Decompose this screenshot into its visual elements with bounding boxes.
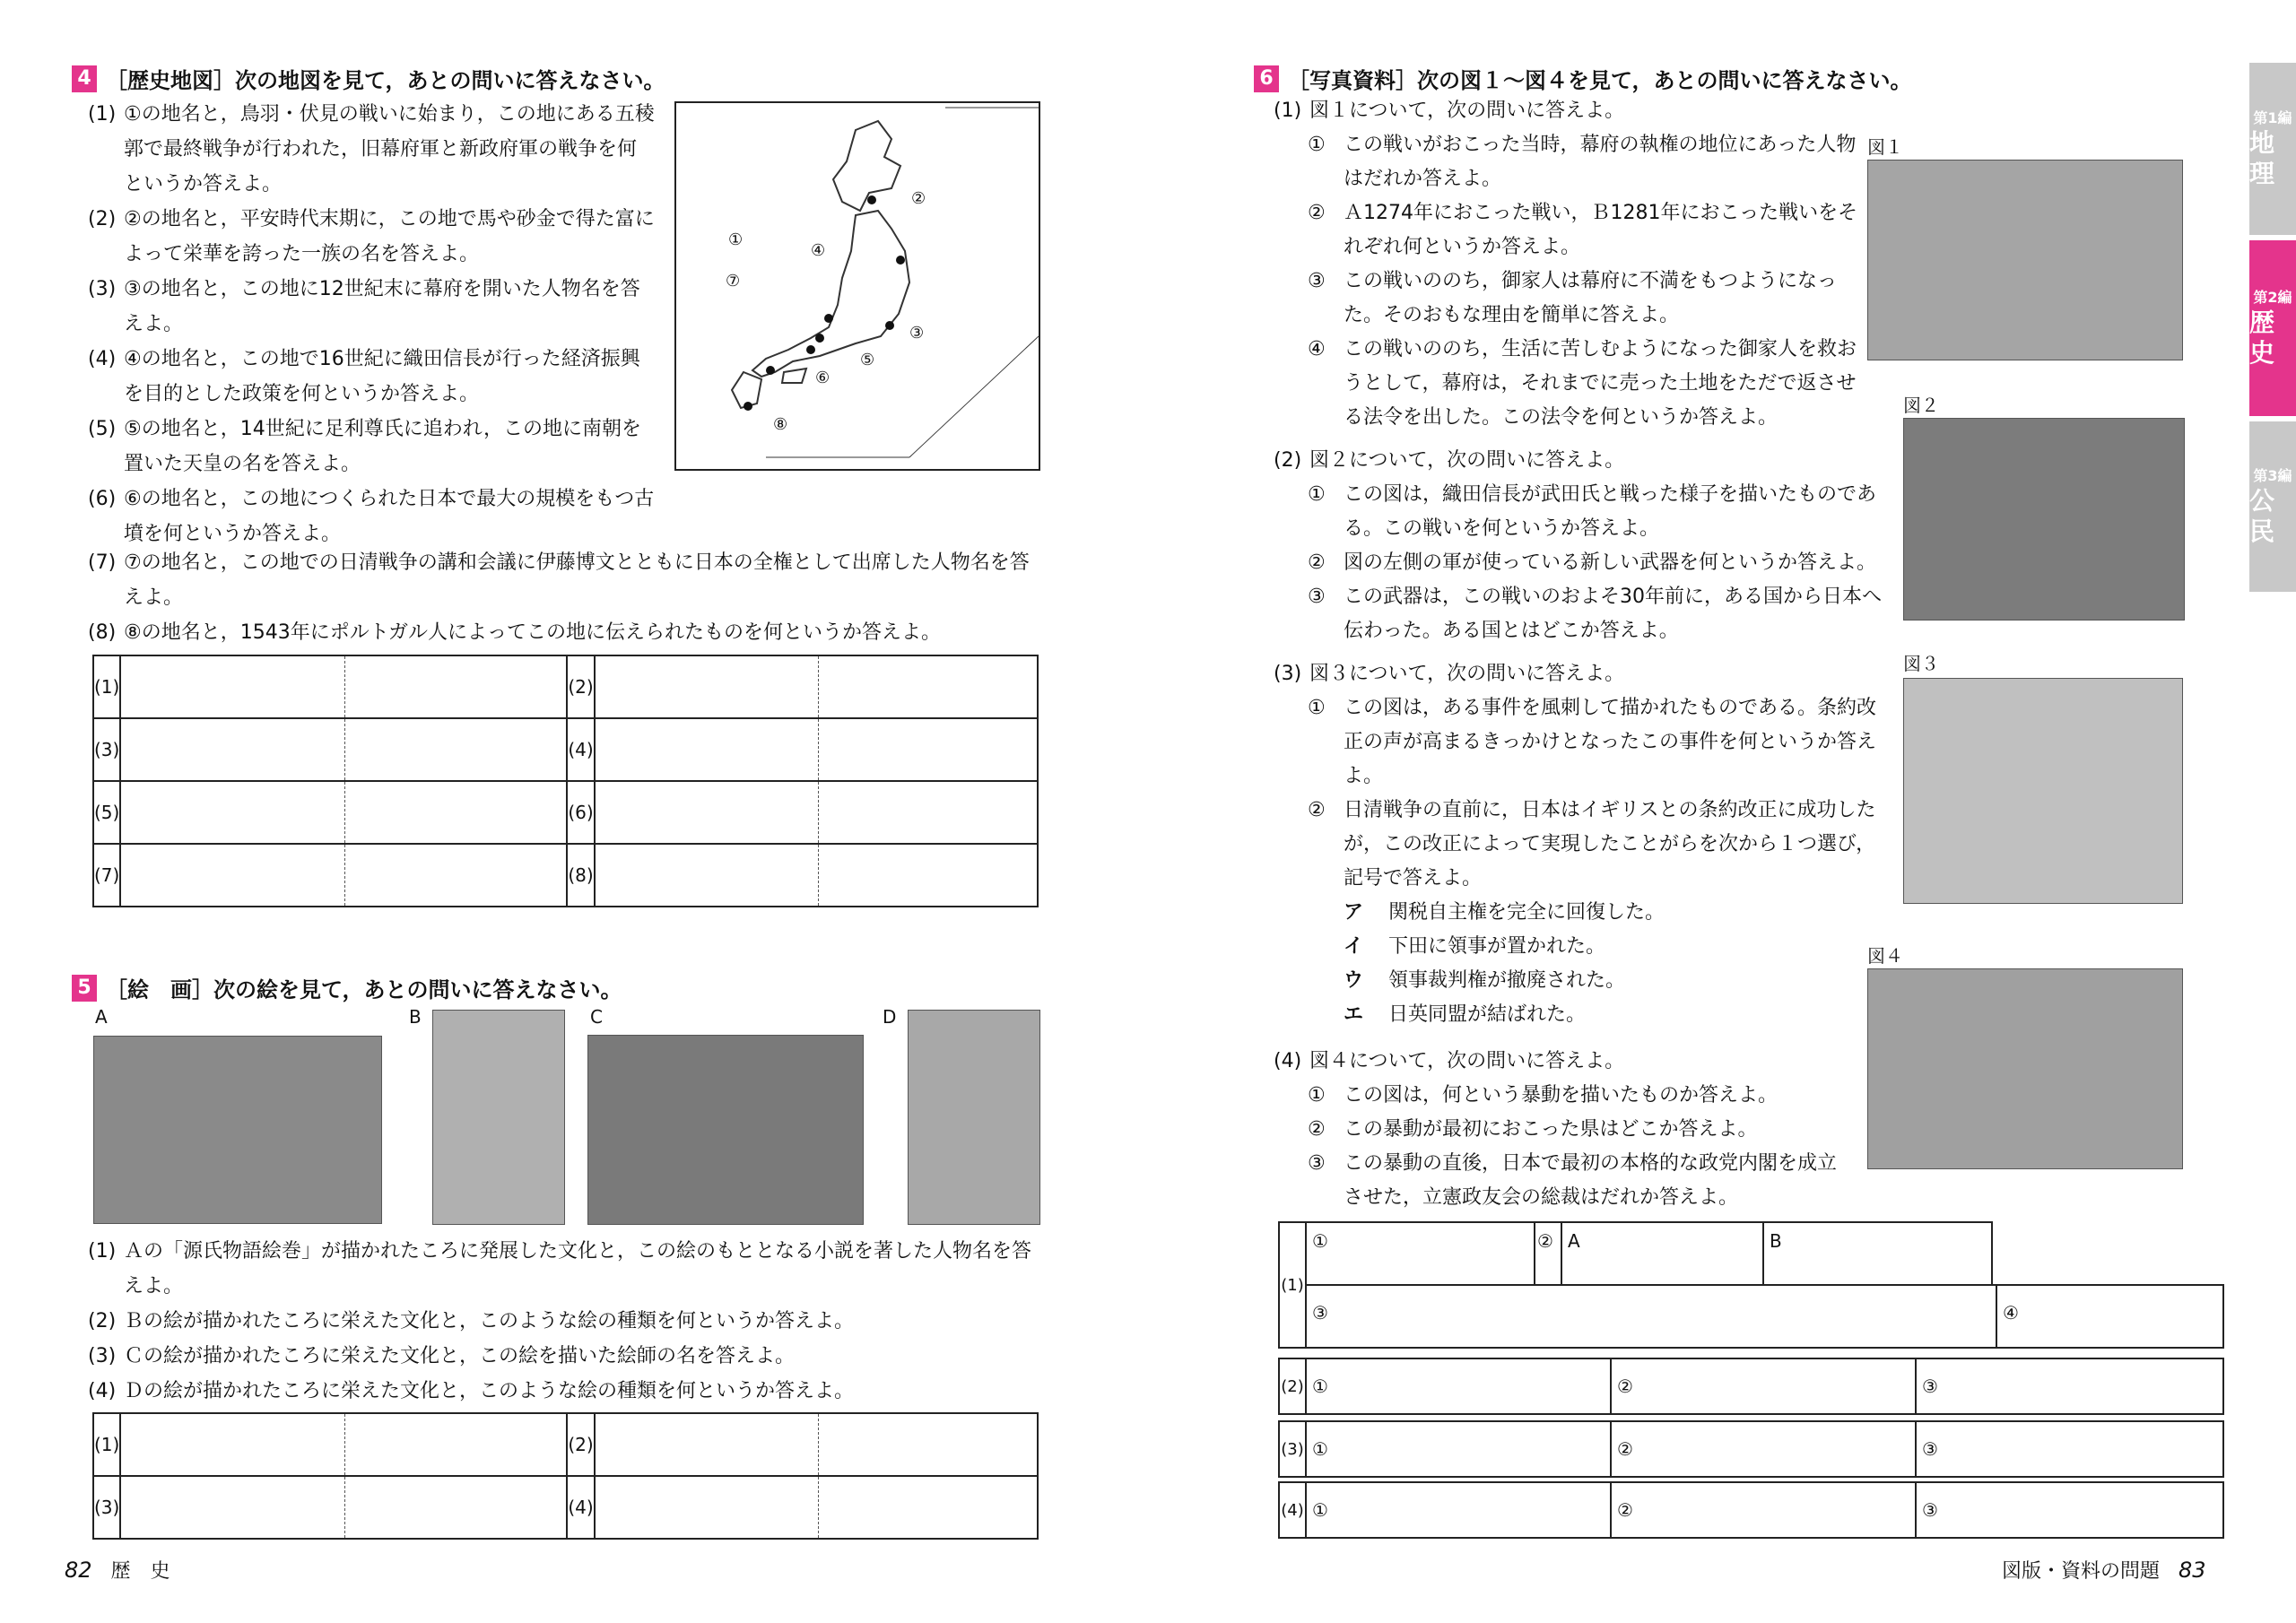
section-6-title: ［写真資料］次の図１～図４を見て，あとの問いに答えなさい。 [1288,68,1912,93]
section-4-title: ［歴史地図］次の地図を見て，あとの問いに答えなさい。 [106,68,665,93]
q6-2: (2) 図２について，次の問いに答えよ。 [1274,449,1625,472]
answer-cell[interactable]: ① [1305,1481,1612,1539]
map-label-1: ① [728,230,744,249]
painting-b-label: B [409,1006,422,1028]
painting-c-image [587,1035,864,1225]
section-5-title: ［絵 画］次の絵を見て，あとの問いに答えなさい。 [106,977,622,1002]
figure-2-label: 図２ [1903,395,1939,416]
left-page-number: 82 [65,1558,92,1583]
q6-2-item: ② 図の左側の軍が使っている新しい武器を何というか答えよ。 [1308,551,1877,574]
answer-label: (7) [93,844,120,907]
q6-4-item: ① この図は，何という暴動を描いたものか答えよ。 [1308,1084,1779,1107]
answer-cell[interactable] [595,655,819,718]
answer-cell[interactable] [819,655,1038,718]
answer-cell[interactable]: ④ [1996,1284,2224,1349]
figure-1-image [1867,160,2183,360]
answer-cell[interactable] [595,1413,819,1476]
answer-cell[interactable]: ③ [1305,1284,1997,1349]
answer-label: (1) [93,1413,120,1476]
q4-5: (5) ⑤の地名と，14世紀に足利尊氏に追われ，この地に南朝を置いた天皇の名を答えよ。 [88,418,642,475]
section-5-heading [72,972,622,1003]
q6-1-item: ④ この戦いののち，生活に苦しむようになった御家人を救おうとして，幕府は，それまでに売った土地をただで返させる法令を出した。この法令を何というか答えよ。 [1308,338,1857,429]
q6-3-block [1274,656,1901,1032]
answer-cell[interactable]: ① [1305,1221,1535,1286]
section-4-answer-table [92,655,1039,907]
answer-label: (4) [1278,1481,1307,1539]
answer-cell[interactable] [595,844,819,907]
q6-3-item: ① この図は，ある事件を風刺して描かれたものである。条約改正の声が高まるきっかけとなったこの事件を何というか答えよ。 [1308,697,1877,787]
answer-label: (6) [567,781,594,844]
answer-cell[interactable] [344,718,567,781]
q6-3-option: ア 関税自主権を完全に回復した。 [1344,901,1665,924]
answer-cell[interactable] [819,1413,1038,1476]
answer-cell[interactable] [120,781,344,844]
answer-cell[interactable] [344,781,567,844]
section-5-questions [88,1234,1048,1409]
figure-4-label: 図４ [1867,945,1903,967]
q6-1-block [1274,93,1883,435]
answer-label: (3) [93,1476,120,1539]
q5-4: (4) Ｄの絵が描かれたころに栄えた文化と，このような絵の種類を何というか答えよ。 [88,1380,855,1402]
answer-cell[interactable] [120,844,344,907]
right-page-title: 図版・資料の問題 [2002,1560,2161,1583]
left-footer [65,1556,170,1584]
answer-label: (1) [93,655,120,718]
map-label-8: ⑧ [773,415,788,434]
q6-3-option: ウ 領事裁判権が撤廃された。 [1344,969,1626,992]
answer-cell[interactable]: ② [1610,1358,1917,1415]
answer-cell[interactable] [595,781,819,844]
q4-8: (8) ⑧の地名と，1543年にポルトガル人によってこの地に伝えられたものを何というか答えよ。 [88,621,942,644]
q4-4: (4) ④の地名と，この地で16世紀に織田信長が行った経済振興を目的とした政策を何というか答えよ。 [88,348,640,405]
answer-label: (1) [1278,1221,1307,1349]
q5-2: (2) Ｂの絵が描かれたころに栄えた文化と，このような絵の種類を何というか答えよ。 [88,1310,855,1332]
answer-cell-b[interactable]: B [1762,1221,1993,1286]
answer-cell[interactable]: ③ [1915,1481,2224,1539]
q6-3-option: イ 下田に領事が置かれた。 [1344,935,1606,958]
section-6-heading [1254,63,1912,94]
answer-label: (2) [1278,1358,1307,1415]
q4-6: (6) ⑥の地名と，この地につくられた日本で最大の規模をもつ古墳を何というか答えよ。 [88,488,655,545]
q6-4-item: ③ この暴動の直後，日本で最初の本格的な政党内閣を成立させた，立憲政友会の総裁はだれか答えよ。 [1308,1152,1838,1209]
map-label-6: ⑥ [815,369,831,387]
figure-3-label: 図３ [1903,653,1939,674]
q6-1-item: ③ この戦いののち，御家人は幕府に不満をもつようになった。そのおもな理由を簡単に答えよ。 [1308,270,1838,326]
section-4-questions-wide [88,545,1048,650]
q6-4-item: ② この暴動が最初におこった県はどこか答えよ。 [1308,1118,1758,1141]
q6-1-item: ② Ａ1274年におこった戦い，Ｂ1281年におこった戦いをそれぞれ何というか答えよ。 [1308,202,1858,258]
q6-4: (4) 図４について，次の問いに答えよ。 [1274,1050,1625,1072]
figure-4-image [1867,968,2183,1169]
q6-2-block [1274,443,1901,648]
right-footer [2002,1556,2206,1584]
painting-a-label: A [95,1006,108,1028]
answer-cell[interactable] [819,1476,1038,1539]
answer-cell[interactable] [344,1476,567,1539]
answer-label: ② [1534,1221,1562,1286]
answer-cell[interactable] [595,1476,819,1539]
tab-geography[interactable]: 第1編 地理 [2249,63,2296,235]
japan-map [674,101,1040,471]
answer-cell[interactable] [120,718,344,781]
map-label-3: ③ [909,324,925,343]
map-label-4: ④ [811,241,826,260]
q6-1: (1) 図１について，次の問いに答えよ。 [1274,100,1625,122]
map-label-5: ⑤ [860,351,875,369]
answer-cell[interactable] [819,844,1038,907]
answer-cell[interactable]: ③ [1915,1358,2224,1415]
answer-cell-a[interactable]: A [1561,1221,1764,1286]
section-6-answer-grid [1278,1221,2224,1539]
painting-c-label: C [590,1006,603,1028]
answer-cell[interactable] [819,718,1038,781]
q5-1: (1) Ａの「源氏物語絵巻」が描かれたころに発展した文化と，この絵のもととなる小説を著した人物名を答えよ。 [88,1240,1032,1298]
left-page-title: 歴 史 [110,1560,170,1583]
answer-cell[interactable]: ② [1610,1481,1917,1539]
q4-3: (3) ③の地名と，この地に12世紀末に幕府を開いた人物名を答えよ。 [88,278,640,335]
answer-cell[interactable]: ③ [1915,1420,2224,1478]
q6-4-block [1274,1044,1883,1215]
answer-cell[interactable] [819,781,1038,844]
q6-3-option: エ 日英同盟が結ばれた。 [1344,1003,1587,1026]
painting-a-image [93,1036,382,1224]
answer-label: (3) [93,718,120,781]
section-5-answer-table [92,1412,1039,1540]
answer-label: (4) [567,1476,594,1539]
answer-cell[interactable] [344,844,567,907]
section-4-number: 4 [72,65,97,92]
answer-label: (5) [93,781,120,844]
q6-1-item: ① この戦いがおこった当時，幕府の執権の地位にあった人物はだれか答えよ。 [1308,134,1857,190]
q5-3: (3) Ｃの絵が描かれたころに栄えた文化と，この絵を描いた絵師の名を答えよ。 [88,1345,796,1367]
painting-d-image [908,1010,1040,1225]
tab-civics[interactable]: 第3編 公民 [2249,421,2296,592]
q4-7: (7) ⑦の地名と，この地での日清戦争の講和会議に伊藤博文とともに日本の全権として出席した人物名を答えよ。 [88,551,1030,609]
q6-3-item: ② 日清戦争の直前に，日本はイギリスとの条約改正に成功したが，この改正によって実現したことがらを次から１つ選び，記号で答えよ。 [1308,799,1876,890]
answer-cell[interactable] [344,1413,567,1476]
painting-d-label: D [883,1006,897,1028]
answer-cell[interactable] [120,655,344,718]
section-4-questions [88,97,655,551]
answer-cell[interactable]: ② [1610,1420,1917,1478]
section-5-number: 5 [72,975,97,1002]
answer-cell[interactable] [120,1413,344,1476]
tab-history[interactable]: 第2編 歴史 [2249,240,2296,416]
q6-2-item: ③ この武器は，この戦いのおよそ30年前に，ある国から日本へ伝わった。ある国とはどこか答えよ。 [1308,586,1882,642]
answer-cell[interactable]: ① [1305,1420,1612,1478]
map-label-7: ⑦ [726,272,741,291]
answer-label: (2) [567,655,594,718]
answer-cell[interactable]: ① [1305,1358,1612,1415]
section-6-number: 6 [1254,65,1279,92]
figure-3-image [1903,678,2183,904]
q6-2-item: ① この図は，織田信長が武田氏と戦った様子を描いたものである。この戦いを何というか答えよ。 [1308,483,1877,540]
answer-label: (8) [567,844,594,907]
right-page-number: 83 [2179,1558,2206,1583]
q6-3: (3) 図３について，次の問いに答えよ。 [1274,663,1625,685]
q4-1: (1) ①の地名と，鳥羽・伏見の戦いに始まり，この地にある五稜郭で最終戦争が行われた，旧幕府軍と新政府軍の戦争を何というか答えよ。 [88,103,655,195]
figure-2-image [1903,418,2185,621]
q4-2: (2) ②の地名と，平安時代末期に，この地で馬や砂金で得た富によって栄華を誇った一族の名を答えよ。 [88,208,655,265]
answer-label: (3) [1278,1420,1307,1478]
map-label-2: ② [911,189,926,208]
answer-label: (2) [567,1413,594,1476]
painting-b-image [432,1010,565,1225]
answer-cell[interactable] [120,1476,344,1539]
answer-label: (4) [567,718,594,781]
answer-cell[interactable] [344,655,567,718]
figure-1-label: 図１ [1867,136,1903,158]
answer-cell[interactable] [595,718,819,781]
section-4-heading [72,63,665,94]
